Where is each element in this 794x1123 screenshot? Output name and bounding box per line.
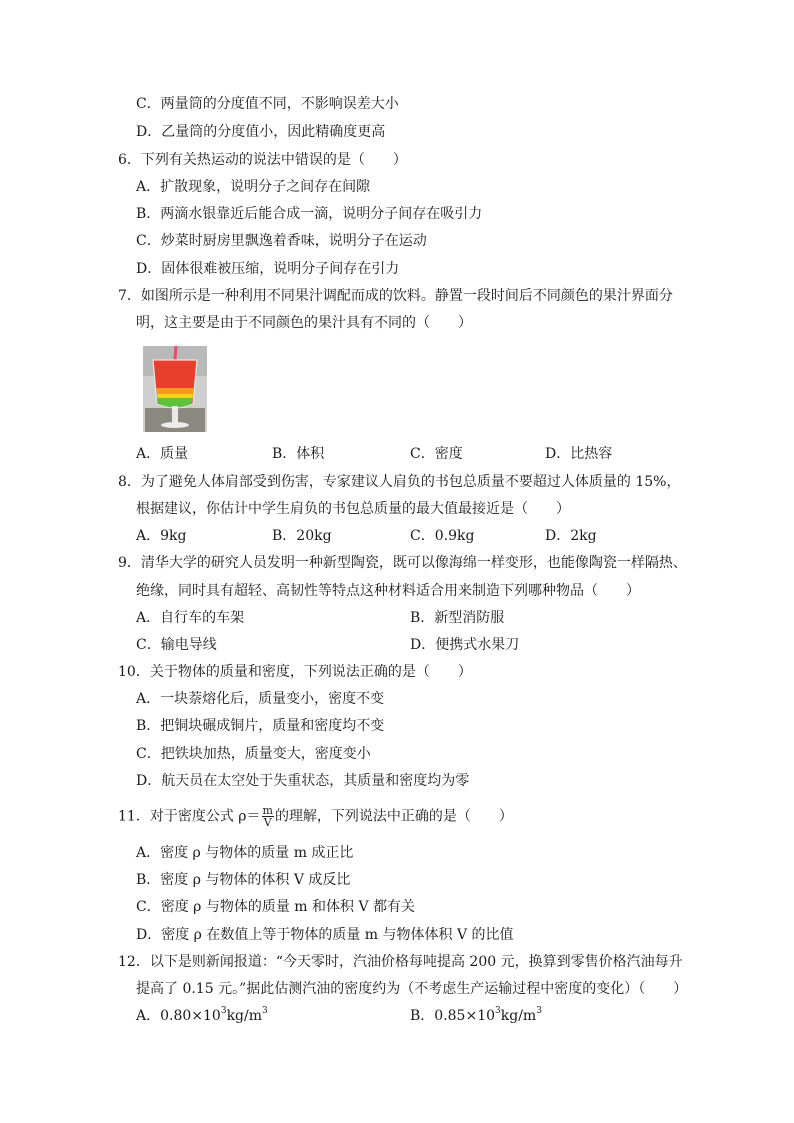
- q5-option-c: C．两量筒的分度值不同，不影响误差大小: [136, 96, 399, 112]
- q12-option-a-value: A．0.80×10: [136, 1008, 221, 1024]
- question-10: 10．关于物体的质量和密度，下列说法正确的是（ ）: [118, 664, 472, 680]
- q10-option-c: C．把铁块加热，质量变大，密度变小: [136, 746, 371, 762]
- q12-option-b-value: B．0.85×10: [410, 1008, 496, 1024]
- question-11: [118, 805, 513, 828]
- q11-option-a: A．密度 ρ 与物体的质量 m 成正比: [136, 845, 354, 861]
- q9-option-d: D．便携式水果刀: [410, 637, 520, 653]
- q6-option-b: B．两滴水银靠近后能合成一滴，说明分子间存在吸引力: [136, 206, 483, 222]
- question-6: 6．下列有关热运动的说法中错误的是（ ）: [118, 152, 407, 168]
- q7-option-d: D．比热容: [545, 446, 613, 462]
- question-12-continued: 提高了 0.15 元。”据此估测汽油的密度约为（不考虑生产运输过程中密度的变化）（ ）: [136, 981, 688, 997]
- q12-option-a-unit: kg/m: [226, 1008, 262, 1024]
- fraction-numerator: m: [262, 804, 273, 817]
- q9-option-c: C．输电导线: [136, 637, 217, 653]
- q12-option-a: [136, 1007, 268, 1025]
- q8-option-b: B．20kg: [272, 528, 332, 544]
- question-7-continued: 明，这主要是由于不同颜色的果汁具有不同的（ ）: [136, 315, 472, 331]
- density-formula-fraction: [262, 805, 274, 828]
- q10-option-a: A．一块萘熔化后，质量变小，密度不变: [136, 691, 385, 707]
- q7-option-a: A．质量: [136, 446, 189, 462]
- q12-option-a-unit-exponent: 3: [262, 1006, 268, 1017]
- question-8: 8．为了避免人体肩部受到伤害，专家建议人肩负的书包总质量不要超过人体质量的 15%，: [118, 474, 681, 490]
- q12-option-a-exponent: 3: [220, 1006, 227, 1017]
- q9-option-a: A．自行车的车架: [136, 610, 245, 626]
- question-12: 12．以下是则新闻报道：“今天零时，汽油价格每吨提高 200 元，换算到零售价格汽油每升: [118, 954, 683, 970]
- question-8-continued: 根据建议，你估计中学生肩负的书包总质量的最大值最接近是（ ）: [136, 501, 570, 517]
- question-9: 9．清华大学的研究人员发明一种新型陶瓷，既可以像海绵一样变形，也能像陶瓷一样隔热、: [118, 555, 687, 571]
- q12-option-b-exponent: 3: [495, 1006, 501, 1017]
- question-11-stem: 11．对于密度公式 ρ＝: [118, 808, 261, 825]
- q9-option-b: B．新型消防服: [410, 610, 505, 626]
- q10-option-d: D．航天员在太空处于失重状态，其质量和密度均为零: [136, 773, 470, 789]
- q8-option-d: D．2kg: [545, 528, 597, 544]
- q5-option-d: D．乙量筒的分度值小，因此精确度更高: [136, 124, 386, 140]
- layered-juice-drink-photo: [143, 346, 207, 432]
- question-7: 7．如图所示是一种利用不同果汁调配而成的饮料。静置一段时间后不同颜色的果汁界面分: [118, 288, 673, 304]
- question-9-continued: 绝缘，同时具有超轻、高韧性等特点这种材料适合用来制造下列哪种物品（ ）: [136, 583, 640, 599]
- q12-option-b-unit-exponent: 3: [536, 1006, 542, 1017]
- q11-option-b: B．密度 ρ 与物体的体积 V 成反比: [136, 872, 351, 888]
- q8-option-c: C．0.9kg: [410, 528, 475, 544]
- q6-option-a: A．扩散现象，说明分子之间存在间隙: [136, 179, 371, 195]
- q12-option-b-unit: kg/m: [500, 1008, 537, 1024]
- q10-option-b: B．把铜块碾成铜片，质量和密度均不变: [136, 718, 385, 734]
- q7-option-b: B．体积: [272, 446, 325, 462]
- q11-option-c: C．密度 ρ 与物体的质量 m 和体积 V 都有关: [136, 899, 416, 915]
- q6-option-d: D．固体很难被压缩，说明分子间存在引力: [136, 261, 400, 277]
- q12-option-b: [410, 1007, 542, 1025]
- q6-option-c: C．炒菜时厨房里飘逸着香味，说明分子在运动: [136, 233, 427, 249]
- q8-option-a: A．9kg: [136, 528, 187, 544]
- question-11-stem-end: 的理解，下列说法中正确的是（ ）: [274, 808, 513, 825]
- q11-option-d: D．密度 ρ 在数值上等于物体的质量 m 与物体体积 V 的比值: [136, 927, 514, 943]
- fraction-denominator: V: [263, 816, 272, 829]
- q7-option-c: C．密度: [410, 446, 463, 462]
- juice-layer-yellow: [157, 394, 193, 398]
